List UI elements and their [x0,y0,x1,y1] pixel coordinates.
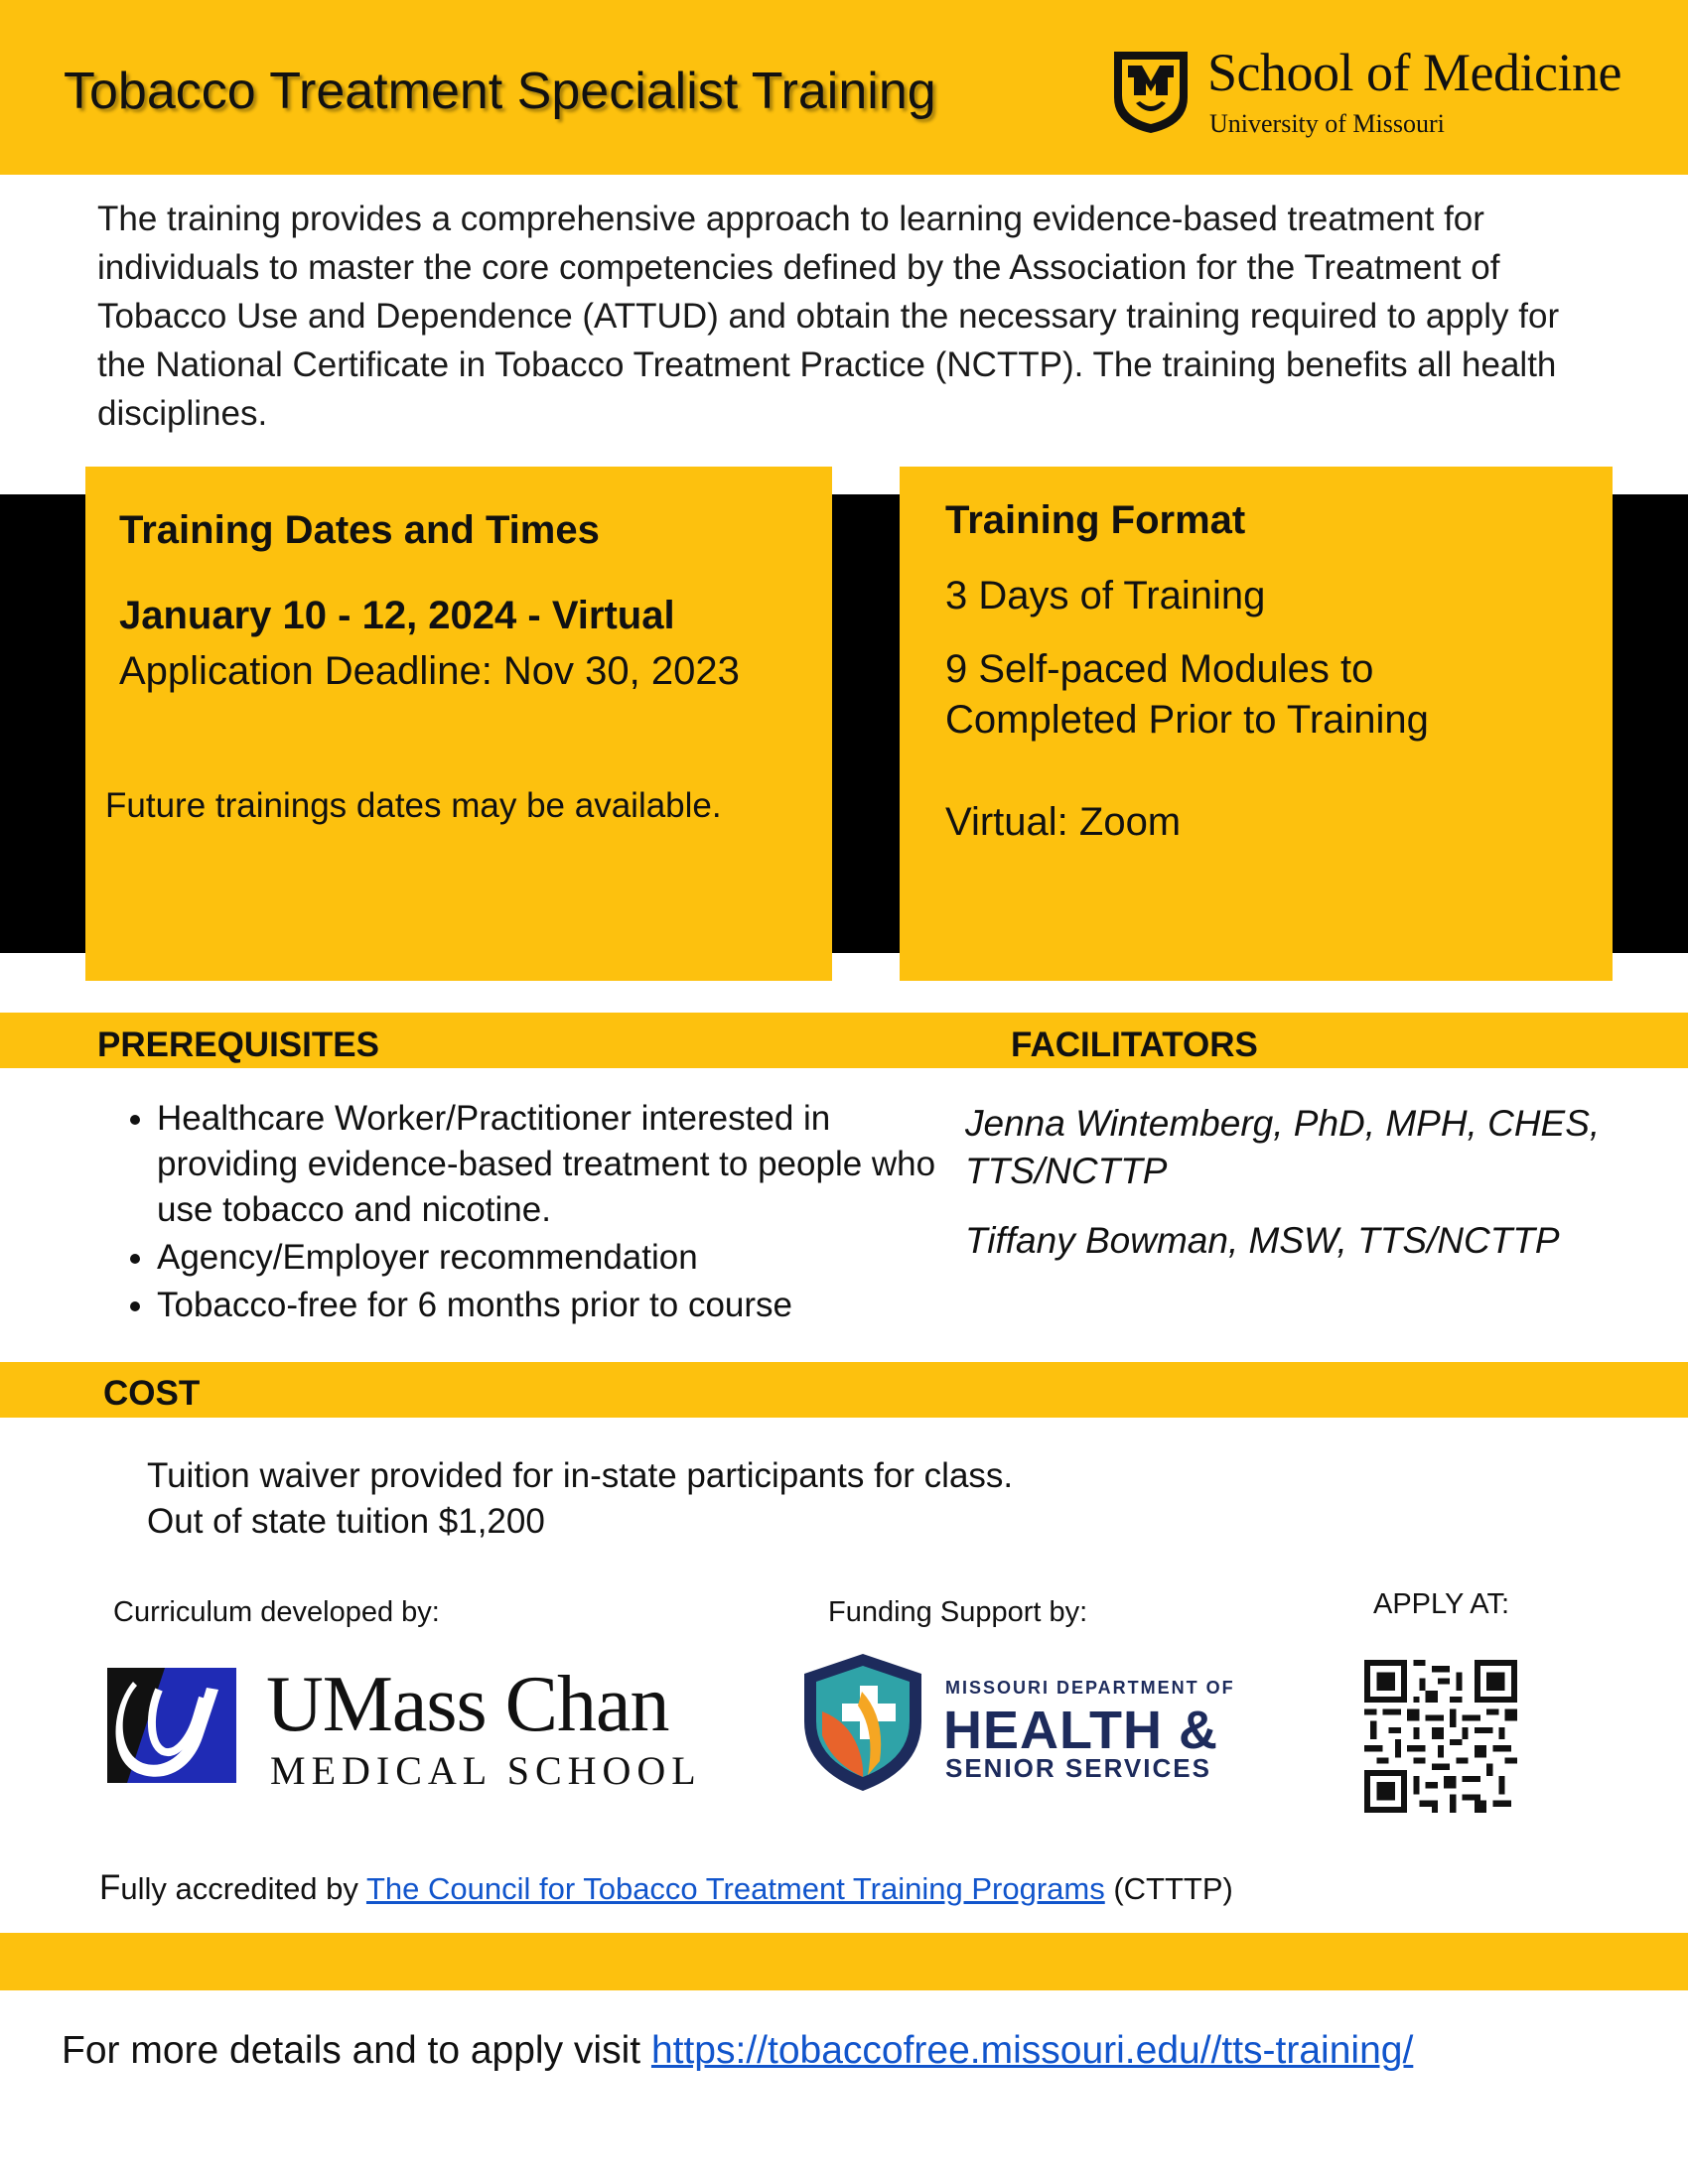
dates-box [85,467,832,981]
prerequisites-heading: PREREQUISITES [97,1025,379,1064]
list-item: • Healthcare Worker/Practitioner interested in providing evidence-based treatment to people who use tobacco and nicotine. [157,1096,971,1233]
format-platform: Virtual: Zoom [945,800,1182,844]
footer-prefix: For more details and to apply visit [62,2029,651,2072]
list-item: • Agency/Employer recommendation [157,1235,971,1281]
umass-name: UMass Chan [266,1661,669,1748]
umass-subtitle: MEDICAL SCHOOL [270,1748,702,1793]
format-days: 3 Days of Training [945,574,1266,617]
accreditation-prefix: ully accredited by [120,1871,366,1906]
format-modules-line2: Completed Prior to Training [945,698,1429,742]
accreditation-line [99,1868,1233,1908]
funding-label: Funding Support by: [828,1596,1088,1628]
cost-line-2: Out of state tuition $1,200 [147,1502,545,1541]
prerequisites-list [95,1096,971,1330]
page-title: Tobacco Treatment Specialist Training [64,63,936,120]
qr-code-icon[interactable] [1364,1660,1517,1813]
footer-band [0,1933,1688,1990]
accreditation-suffix: (CTTTP) [1104,1871,1233,1906]
umass-logo-icon [107,1668,236,1783]
dates-session: January 10 - 12, 2024 - Virtual [119,594,675,637]
dhss-top-text: MISSOURI DEPARTMENT OF [945,1678,1235,1698]
facilitator-2: Tiffany Bowman, MSW, TTS/NCTTP [965,1220,1560,1261]
accreditation-first-letter: F [99,1868,121,1907]
dates-heading: Training Dates and Times [119,508,600,552]
cost-heading: COST [103,1374,201,1413]
ctttp-link[interactable]: The Council for Tobacco Treatment Training Programs [365,1871,1105,1906]
facilitators-heading: FACILITATORS [1011,1025,1258,1064]
footer-line [62,2029,1413,2073]
dhss-shield-icon [802,1652,923,1793]
future-dates-note: Future trainings dates may be available. [105,786,722,825]
apply-label: APPLY AT: [1373,1588,1510,1620]
school-name: School of Medicine [1207,43,1621,102]
cost-line-1: Tuition waiver provided for in-state participants for class. [147,1456,1014,1495]
dhss-sub-text: SENIOR SERVICES [945,1753,1211,1783]
university-name: University of Missouri [1209,109,1445,138]
format-box [900,467,1613,981]
intro-paragraph: The training provides a comprehensive approach to learning evidence-based treatment for individuals to master the core competencies defined by the Association for the Treatment of Tobacco Use and Dependence (ATTUD) and obtain the necessary training required to apply for the National Certificate in Tobacco Treatment Practice (NCTTP). The training benefits all health disciplines. [97,200,1560,433]
format-heading: Training Format [945,498,1246,542]
list-item: • Tobacco-free for 6 months prior to course [157,1283,971,1328]
format-modules-line1: 9 Self-paced Modules to [945,647,1374,691]
facilitator-1: Jenna Wintemberg, PhD, MPH, CHES, TTS/NCTTP [965,1103,1601,1191]
dhss-main-text: HEALTH & [943,1701,1218,1760]
curriculum-label: Curriculum developed by: [113,1596,440,1628]
application-deadline: Application Deadline: Nov 30, 2023 [119,649,740,693]
cost-band [0,1362,1688,1418]
apply-url-link[interactable]: https://tobaccofree.missouri.edu//tts-training/ [650,2029,1414,2072]
cost-text [147,1453,1013,1545]
mizzou-tiger-shield-icon [1112,50,1190,135]
